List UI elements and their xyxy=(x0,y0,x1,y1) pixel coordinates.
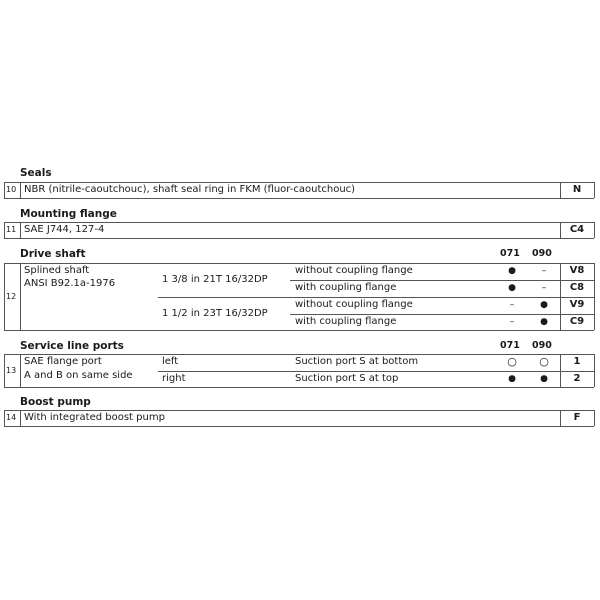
drive-option-desc: without coupling flange xyxy=(295,299,413,310)
column-header-071: 071 xyxy=(500,340,520,351)
service-option-desc: Suction port S at top xyxy=(295,373,399,384)
divider xyxy=(4,222,5,238)
divider xyxy=(4,198,594,199)
divider xyxy=(4,222,594,223)
divider xyxy=(594,354,595,387)
drive-option-desc: without coupling flange xyxy=(295,265,413,276)
service-type-line-2: A and B on same side xyxy=(24,370,133,381)
divider xyxy=(594,410,595,426)
row-number: 10 xyxy=(6,185,17,194)
service-option-code: 1 xyxy=(573,356,581,367)
drive-option-code: C8 xyxy=(569,282,585,293)
divider xyxy=(20,263,21,330)
divider xyxy=(4,182,594,183)
divider xyxy=(158,297,594,298)
divider xyxy=(158,371,594,372)
divider xyxy=(4,410,5,426)
drive-type-line-2: ANSI B92.1a-1976 xyxy=(24,278,116,289)
divider xyxy=(290,280,594,281)
divider xyxy=(4,410,594,411)
availability-071: ○ xyxy=(507,355,517,368)
divider xyxy=(4,263,5,330)
row-number: 13 xyxy=(6,366,17,375)
boost-code: F xyxy=(573,412,581,423)
seals-description: NBR (nitrile-caoutchouc), shaft seal ring in FKM (fluor-caoutchouc) xyxy=(24,184,356,195)
column-header-090: 090 xyxy=(532,248,552,259)
divider xyxy=(4,263,594,264)
divider xyxy=(20,222,21,238)
column-header-090: 090 xyxy=(532,340,552,351)
seals-heading: Seals xyxy=(20,167,52,179)
availability-090: – xyxy=(541,283,547,293)
seals-code: N xyxy=(572,184,582,195)
divider xyxy=(290,314,594,315)
drive-option-code: C9 xyxy=(569,316,585,327)
drive-size-a: 1 3/8 in 21T 16/32DP xyxy=(162,274,268,285)
boost-description: With integrated boost pump xyxy=(24,412,165,423)
divider xyxy=(4,387,594,388)
divider xyxy=(594,182,595,198)
availability-071: ● xyxy=(508,283,516,293)
divider xyxy=(20,410,21,426)
row-number: 12 xyxy=(6,292,17,301)
service-type-line-1: SAE flange port xyxy=(24,356,102,367)
drive-type-line-1: Splined shaft xyxy=(24,265,90,276)
drive-option-code: V8 xyxy=(569,265,585,276)
service-heading: Service line ports xyxy=(20,340,124,352)
divider xyxy=(20,354,21,387)
drive-option-desc: with coupling flange xyxy=(295,316,397,327)
availability-071: – xyxy=(509,300,515,310)
divider xyxy=(20,182,21,198)
service-option-desc: Suction port S at bottom xyxy=(295,356,419,367)
drive-size-b: 1 1/2 in 23T 16/32DP xyxy=(162,308,268,319)
mounting-heading: Mounting flange xyxy=(20,208,117,220)
divider xyxy=(4,426,594,427)
drive-heading: Drive shaft xyxy=(20,248,86,260)
row-number: 11 xyxy=(6,225,17,234)
divider xyxy=(4,238,594,239)
divider xyxy=(4,354,594,355)
availability-090: ● xyxy=(540,300,548,310)
availability-071: ● xyxy=(508,266,516,276)
divider xyxy=(4,354,5,387)
service-side: right xyxy=(162,373,186,384)
service-side: left xyxy=(162,356,179,367)
availability-071: – xyxy=(509,317,515,327)
divider xyxy=(594,222,595,238)
service-option-code: 2 xyxy=(573,373,581,384)
column-header-071: 071 xyxy=(500,248,520,259)
drive-option-code: V9 xyxy=(569,299,585,310)
mounting-description: SAE J744, 127-4 xyxy=(24,224,105,235)
boost-heading: Boost pump xyxy=(20,396,91,408)
availability-090: ● xyxy=(540,374,548,384)
availability-090: – xyxy=(541,266,547,276)
row-number: 14 xyxy=(6,413,17,422)
divider xyxy=(594,263,595,330)
availability-071: ● xyxy=(508,374,516,384)
mounting-code: C4 xyxy=(569,224,585,235)
divider xyxy=(4,330,594,331)
availability-090: ● xyxy=(540,317,548,327)
availability-090: ○ xyxy=(539,355,549,368)
divider xyxy=(4,182,5,198)
drive-option-desc: with coupling flange xyxy=(295,282,397,293)
